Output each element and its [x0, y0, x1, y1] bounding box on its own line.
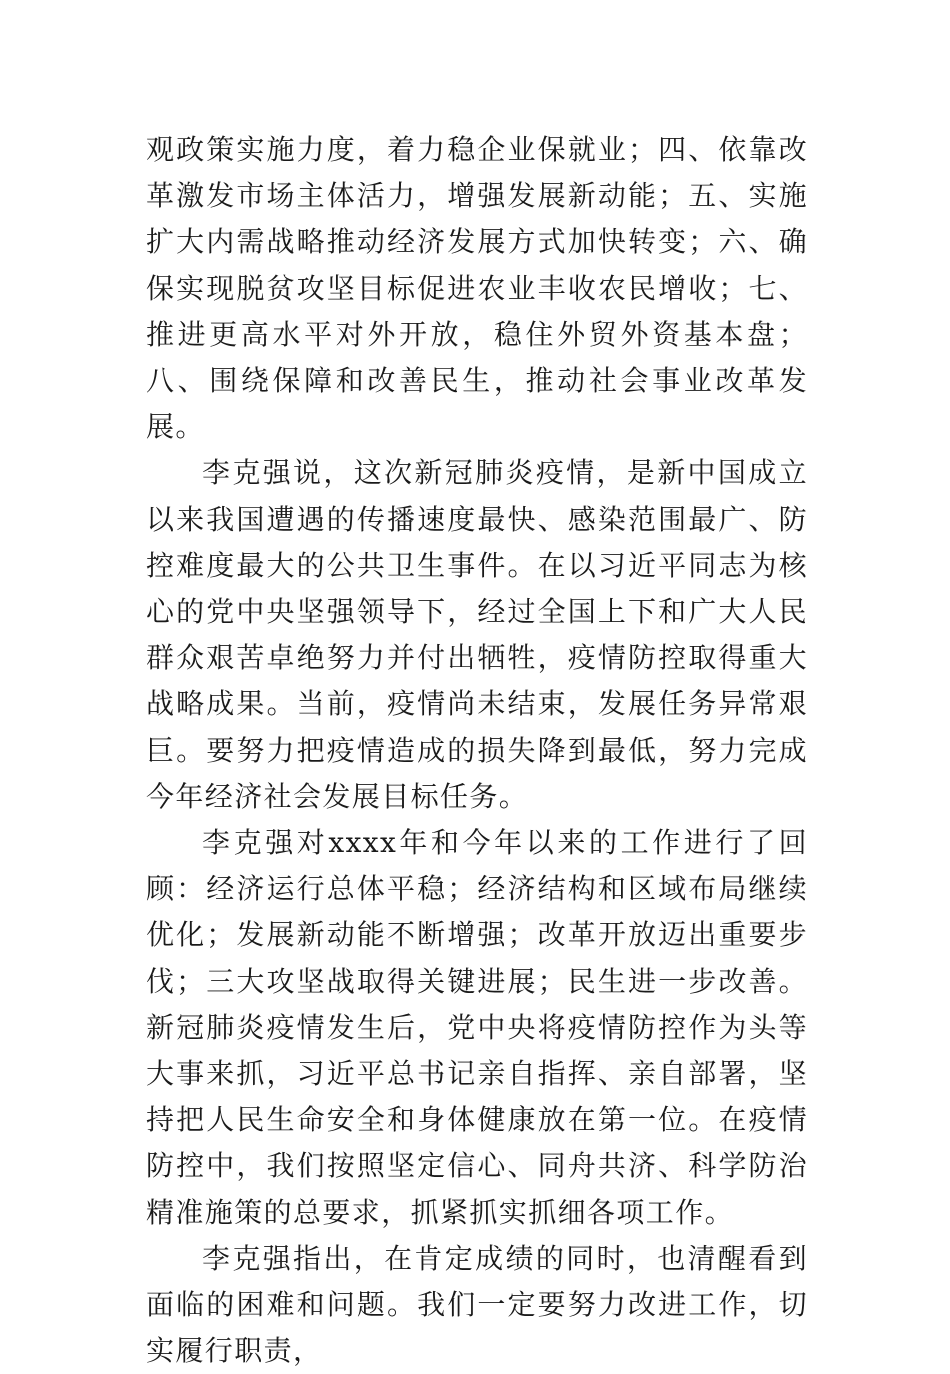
document-body [146, 127, 808, 1374]
paragraph-3: 李克强对xxxx年和今年以来的工作进行了回顾：经济运行总体平稳；经济结构和区域布局继续优化；发展新动能不断增强；改革开放迈出重要步伐；三大攻坚战取得关键进展；民生进一步改善。新冠肺炎疫情发生后，党中央将疫情防控作为头等大事来抓，习近平总书记亲自指挥、亲自部署，坚持把人民生命安全和身体健康放在第一位。在疫情防控中，我们按照坚定信心、同舟共济、科学防治精准施策的总要求，抓紧抓实抓细各项工作。 [146, 826, 808, 1229]
paragraph-2: 李克强说，这次新冠肺炎疫情，是新中国成立以来我国遭遇的传播速度最快、感染范围最广、防控难度最大的公共卫生事件。在以习近平同志为核心的党中央坚强领导下，经过全国上下和广大人民群众艰苦卓绝努力并付出牺牲，疫情防控取得重大战略成果。当前，疫情尚未结束，发展任务异常艰巨。要努力把疫情造成的损失降到最低，努力完成今年经济社会发展目标任务。 [146, 456, 808, 813]
paragraph-4: 李克强指出，在肯定成绩的同时，也清醒看到面临的困难和问题。我们一定要努力改进工作，切实履行职责， [146, 1241, 808, 1368]
paragraph-1: 观政策实施力度，着力稳企业保就业；四、依靠改革激发市场主体活力，增强发展新动能；五、实施扩大内需战略推动经济发展方式加快转变；六、确保实现脱贫攻坚目标促进农业丰收农民增收；七、推进更高水平对外开放，稳住外贸外资基本盘；八、围绕保障和改善民生，推动社会事业改革发展。 [146, 133, 808, 444]
